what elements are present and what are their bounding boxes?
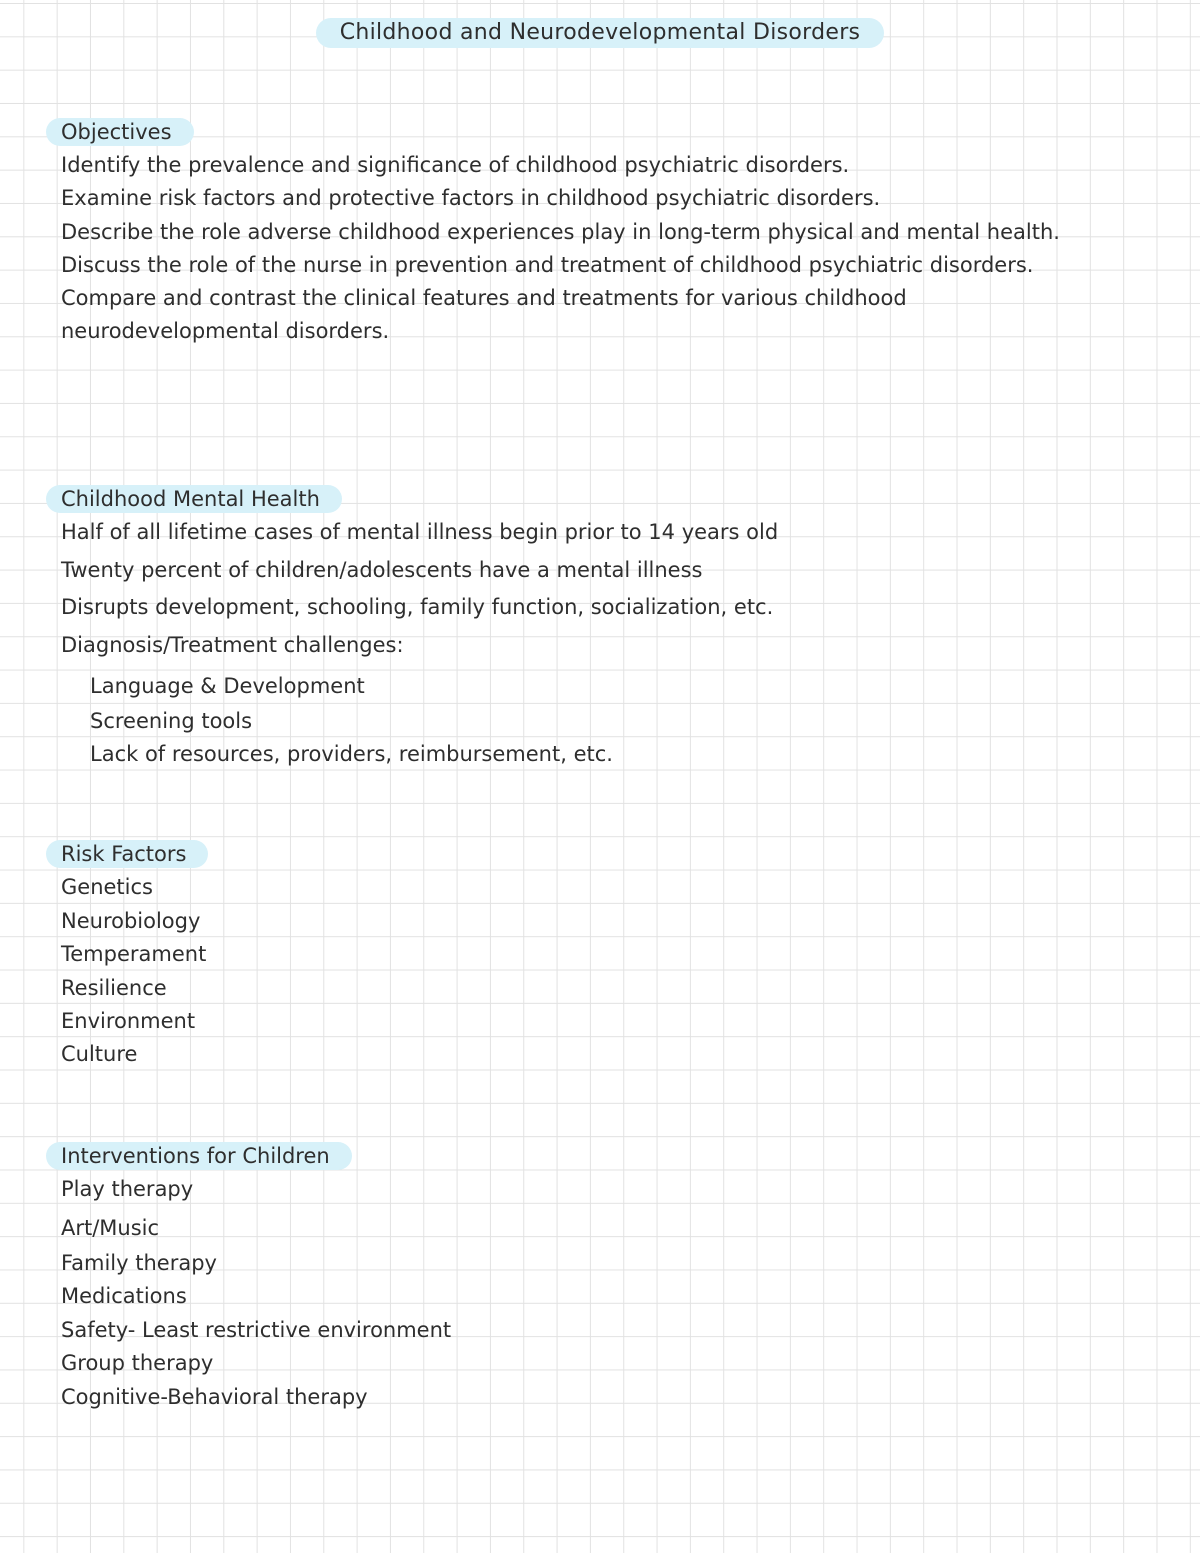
- section-heading-interventions: Interventions for Children: [46, 1142, 352, 1170]
- section-heading-childhood-mental-health: Childhood Mental Health: [46, 485, 342, 513]
- list-item: Medications: [61, 1284, 187, 1308]
- list-item: Safety- Least restrictive environment: [61, 1318, 452, 1342]
- section-heading-objectives: Objectives: [46, 118, 194, 146]
- list-item: Family therapy: [61, 1251, 217, 1275]
- list-item: Examine risk factors and protective factors in childhood psychiatric disorders.: [61, 186, 881, 211]
- list-item: Cognitive-Behavioral therapy: [61, 1385, 368, 1409]
- page-title: Childhood and Neurodevelopmental Disorders: [316, 18, 884, 48]
- list-item: Temperament: [61, 942, 207, 966]
- list-item: Half of all lifetime cases of mental illness begin prior to 14 years old: [61, 520, 779, 544]
- list-item: Disrupts development, schooling, family function, socialization, etc.: [61, 595, 774, 619]
- list-item: Neurobiology: [61, 909, 201, 933]
- section-heading-risk-factors: Risk Factors: [46, 840, 208, 868]
- list-item: Group therapy: [61, 1351, 214, 1375]
- list-item: Culture: [61, 1042, 138, 1066]
- list-item: Resilience: [61, 976, 167, 1000]
- list-item: Genetics: [61, 875, 153, 899]
- list-item: Twenty percent of children/adolescents have a mental illness: [61, 558, 703, 582]
- objectives-list: [61, 149, 1061, 349]
- sub-list-item: Screening tools: [90, 709, 253, 733]
- list-item: Diagnosis/Treatment challenges:: [61, 633, 404, 657]
- sub-list-item: Lack of resources, providers, reimbursement, etc.: [90, 742, 613, 766]
- list-item: Identify the prevalence and significance of childhood psychiatric disorders.: [61, 153, 850, 177]
- list-item: Environment: [61, 1009, 196, 1033]
- list-item: Play therapy: [61, 1177, 194, 1201]
- sub-list-item: Language & Development: [90, 674, 365, 698]
- list-item: Describe the role adverse childhood experiences play in long-term physical and mental health.: [61, 219, 1060, 244]
- list-item: Art/Music: [61, 1216, 160, 1240]
- list-item: Discuss the role of the nurse in prevention and treatment of childhood psychiatric disorders.: [61, 252, 1034, 277]
- list-item: Compare and contrast the clinical features and treatments for various childhood neurodevelopmental disorders.: [61, 286, 907, 344]
